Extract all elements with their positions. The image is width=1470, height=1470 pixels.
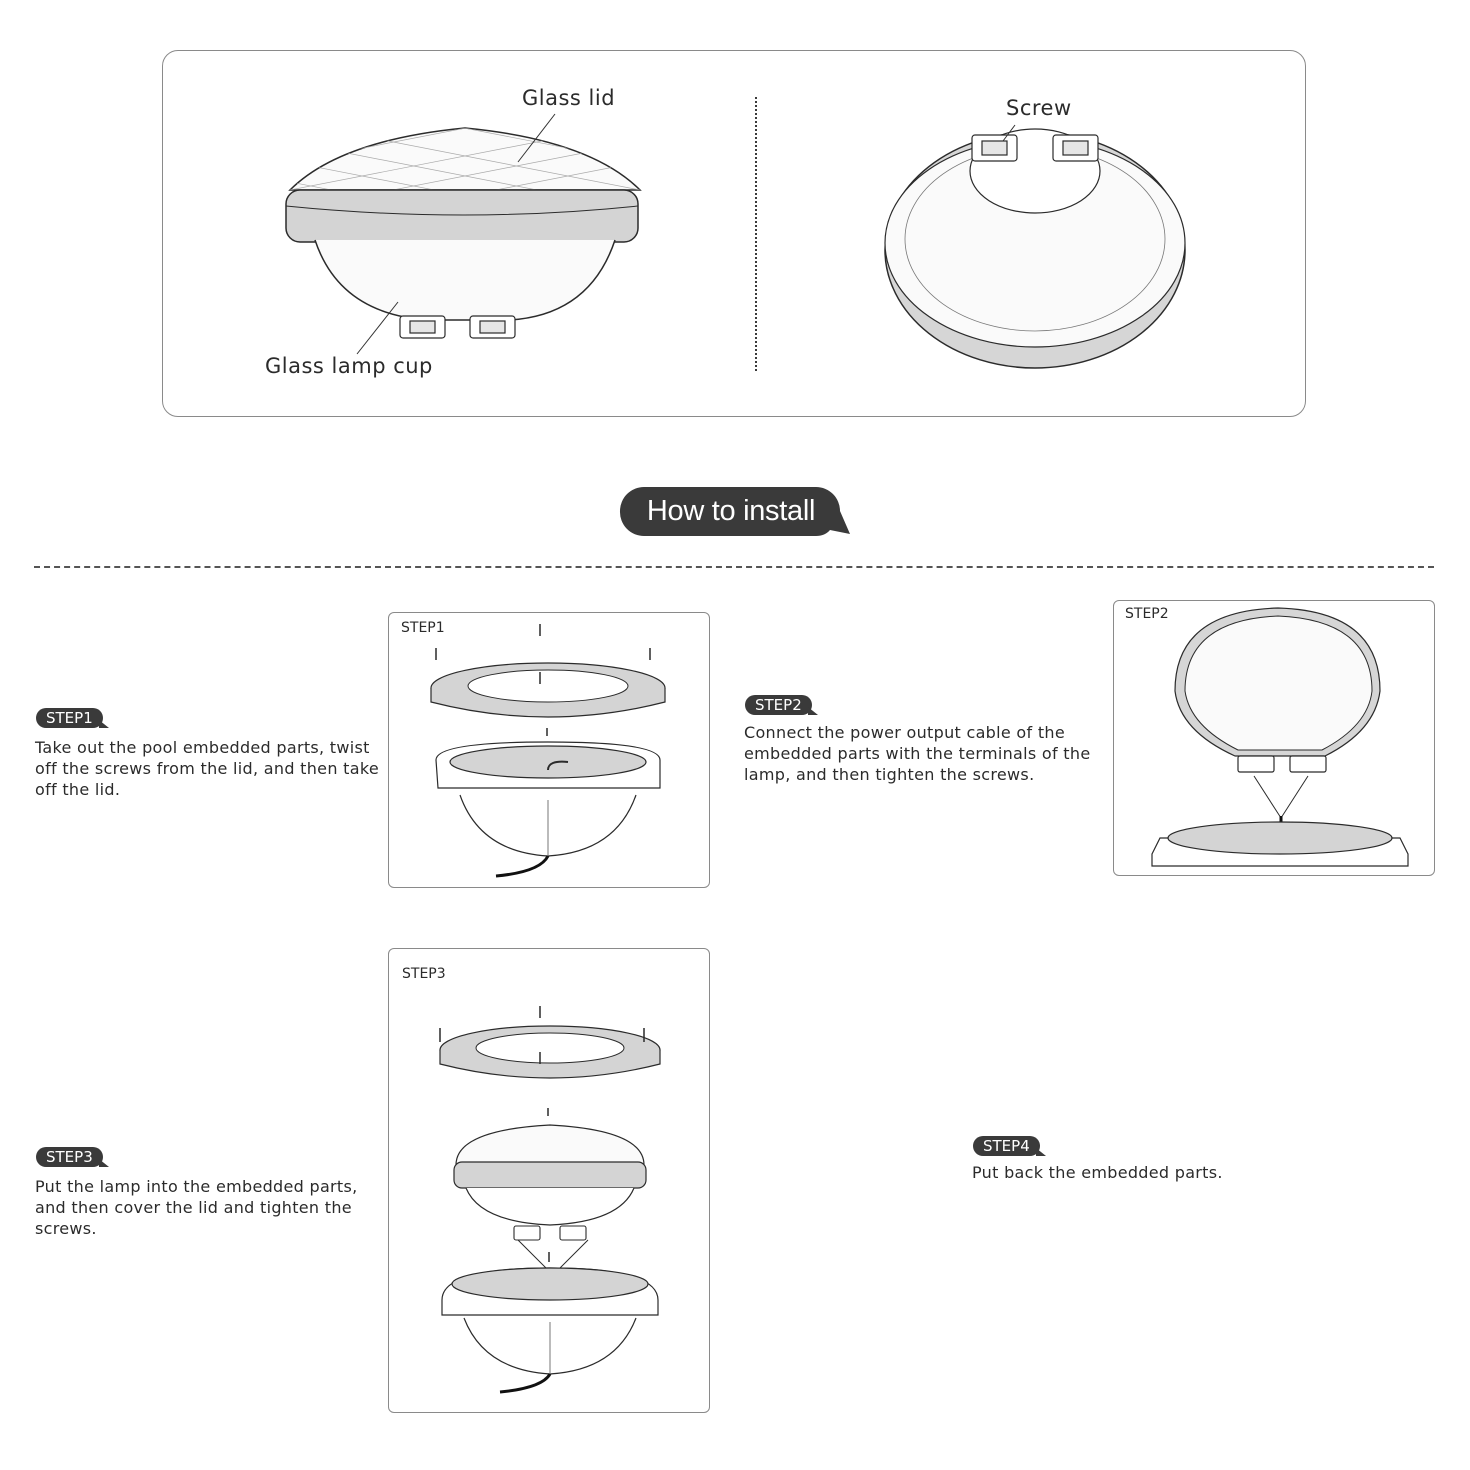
step4-description: Put back the embedded parts. — [972, 1163, 1223, 1182]
step3-badge: STEP3 — [36, 1147, 103, 1167]
step3-illustration — [436, 1000, 666, 1400]
step3-description: Put the lamp into the embedded parts, and then cover the lid and tighten the screws. — [35, 1177, 358, 1238]
how-to-install-heading: How to install — [646, 495, 816, 527]
step2-description: Connect the power output cable of the embedded parts with the terminals of the lamp, and then tighten the screws. — [744, 723, 1091, 784]
lamp-back-illustration — [880, 125, 1190, 375]
step2-illustration — [1150, 606, 1420, 876]
screw-label: Screw — [1006, 96, 1072, 120]
step4-badge: STEP4 — [973, 1136, 1040, 1156]
step3-figure-label: STEP3 — [402, 966, 446, 982]
step1-figure-label: STEP1 — [401, 620, 445, 636]
glass-lid-label: Glass lid — [522, 86, 616, 110]
step1-description: Take out the pool embedded parts, twist off the screws from the lid, and then take off the lid. — [35, 738, 379, 799]
panel-divider — [755, 97, 757, 371]
section-divider — [34, 566, 1434, 568]
step1-badge: STEP1 — [36, 708, 103, 728]
lamp-lid-illustration — [280, 120, 650, 350]
glass-lamp-cup-label: Glass lamp cup — [265, 354, 433, 378]
step2-badge: STEP2 — [745, 695, 812, 715]
step2-figure-label: STEP2 — [1125, 606, 1169, 622]
step1-illustration — [430, 620, 670, 880]
lid-leader-line — [0, 0, 1, 1]
